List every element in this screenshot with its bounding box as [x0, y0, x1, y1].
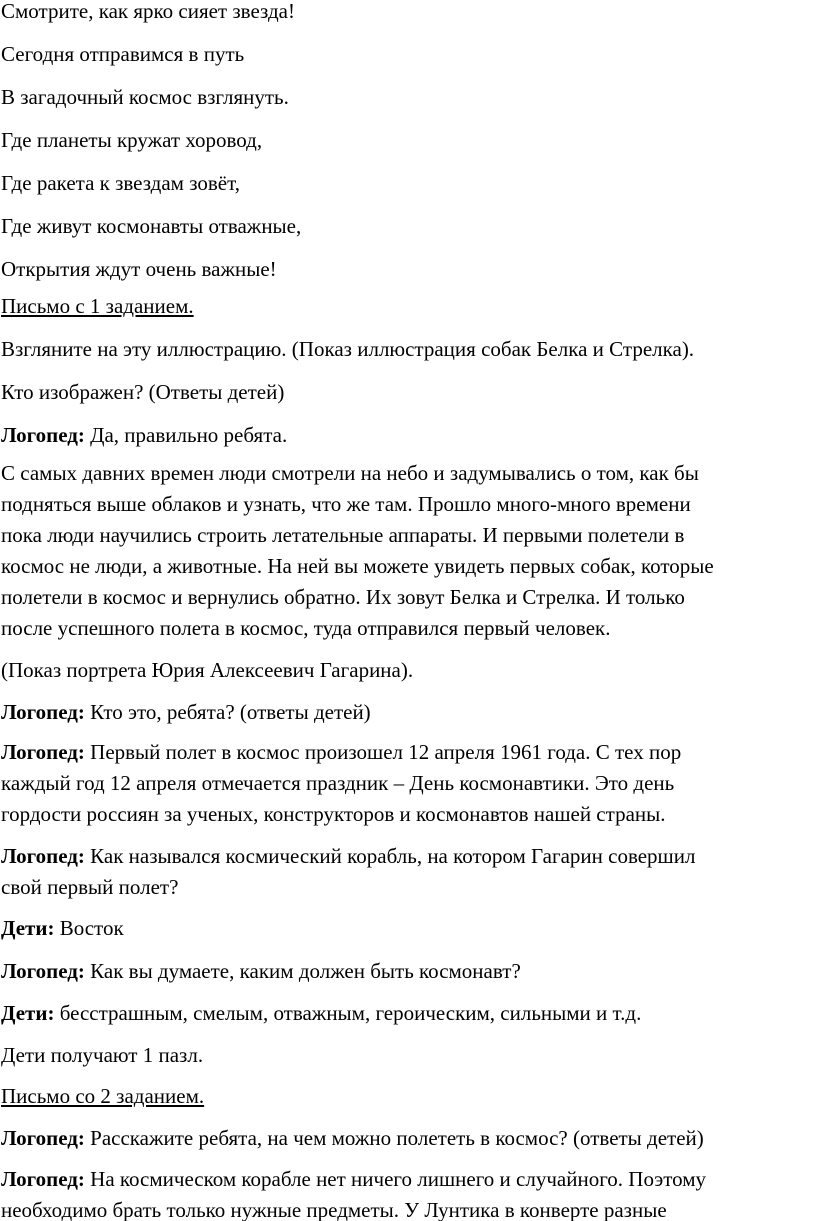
poem-line: Сегодня отправимся в путь	[1, 42, 245, 66]
dialogue-line	[1, 841, 813, 903]
poem-line: Открытия ждут очень важные!	[1, 257, 277, 281]
speaker-label: Логопед:	[1, 700, 85, 724]
paragraph-line: космос не люди, а животные. На ней вы можете увидеть первых собак, которые	[1, 554, 714, 578]
paragraph: Взгляните на эту иллюстрацию. (Показ иллюстрация собак Белка и Стрелка).	[1, 337, 695, 361]
speaker-label: Логопед:	[1, 844, 85, 868]
dialogue-text: каждый год 12 апреля отмечается праздник – День космонавтики. Это день	[1, 771, 675, 795]
speaker-label: Логопед:	[1, 1167, 85, 1191]
paragraph-line: подняться выше облаков и узнать, что же там. Прошло много-много времени	[1, 492, 691, 516]
paragraph-line: после успешного полета в космос, туда отправился первый человек.	[1, 616, 611, 640]
dialogue-text: Как назывался космический корабль, на котором Гагарин совершил	[84, 844, 696, 868]
dialogue-line	[1, 998, 813, 1029]
paragraph: (Показ портрета Юрия Алексеевич Гагарина).	[1, 658, 414, 682]
task-heading-1: Письмо с 1 заданием.	[1, 294, 194, 318]
poem-line: В загадочный космос взглянуть.	[1, 85, 289, 109]
paragraph-line: С самых давних времен люди смотрели на небо и задумывались о том, как бы	[1, 461, 699, 485]
dialogue-text: бесстрашным, смелым, отважным, героическим, сильными и т.д.	[54, 1001, 642, 1025]
paragraph: Кто изображен? (Ответы детей)	[1, 380, 285, 404]
speaker-label: Логопед:	[1, 1126, 85, 1150]
dialogue-line	[1, 956, 813, 987]
speaker-label: Логопед:	[1, 740, 85, 764]
poem-line: Смотрите, как ярко сияет звезда!	[1, 0, 295, 23]
paragraph-line: пока люди научились строить летательные аппараты. И первыми полетели в	[1, 523, 685, 547]
dialogue-text: Кто это, ребята? (ответы детей)	[84, 700, 371, 724]
dialogue-text: Как вы думаете, каким должен быть космонавт?	[84, 959, 521, 983]
dialogue-line	[1, 1164, 813, 1221]
speaker-label: Дети:	[1, 1001, 55, 1025]
speaker-label: Логопед:	[1, 959, 85, 983]
dialogue-text: Восток	[54, 916, 124, 940]
paragraph: Дети получают 1 пазл.	[1, 1043, 204, 1067]
paragraph-line: полетели в космос и вернулись обратно. Их зовут Белка и Стрелка. И только	[1, 585, 685, 609]
dialogue-text: свой первый полет?	[1, 875, 179, 899]
poem-line: Где живут космонавты отважные,	[1, 214, 302, 238]
dialogue-text: гордости россиян за ученых, конструкторов и космонавтов нашей страны.	[1, 802, 666, 826]
dialogue-line	[1, 913, 813, 944]
speaker-label: Дети:	[1, 916, 55, 940]
dialogue-line	[1, 1123, 813, 1154]
dialogue-text: На космическом корабле нет ничего лишнего и случайного. Поэтому	[84, 1167, 707, 1191]
dialogue-text: Первый полет в космос произошел 12 апреля 1961 года. С тех пор	[84, 740, 682, 764]
dialogue-line	[1, 420, 813, 451]
dialogue-text: Расскажите ребята, на чем можно полететь в космос? (ответы детей)	[84, 1126, 704, 1150]
poem-line: Где планеты кружат хоровод,	[1, 128, 263, 152]
dialogue-text: Да, правильно ребята.	[84, 423, 288, 447]
poem-line: Где ракета к звездам зовёт,	[1, 171, 240, 195]
task-heading-2: Письмо со 2 заданием.	[1, 1084, 205, 1108]
speaker-label: Логопед:	[1, 423, 85, 447]
dialogue-text: необходимо брать только нужные предметы. У Лунтика в конверте разные	[1, 1198, 667, 1221]
paragraph	[1, 458, 813, 644]
dialogue-line	[1, 737, 813, 830]
dialogue-line	[1, 697, 813, 728]
